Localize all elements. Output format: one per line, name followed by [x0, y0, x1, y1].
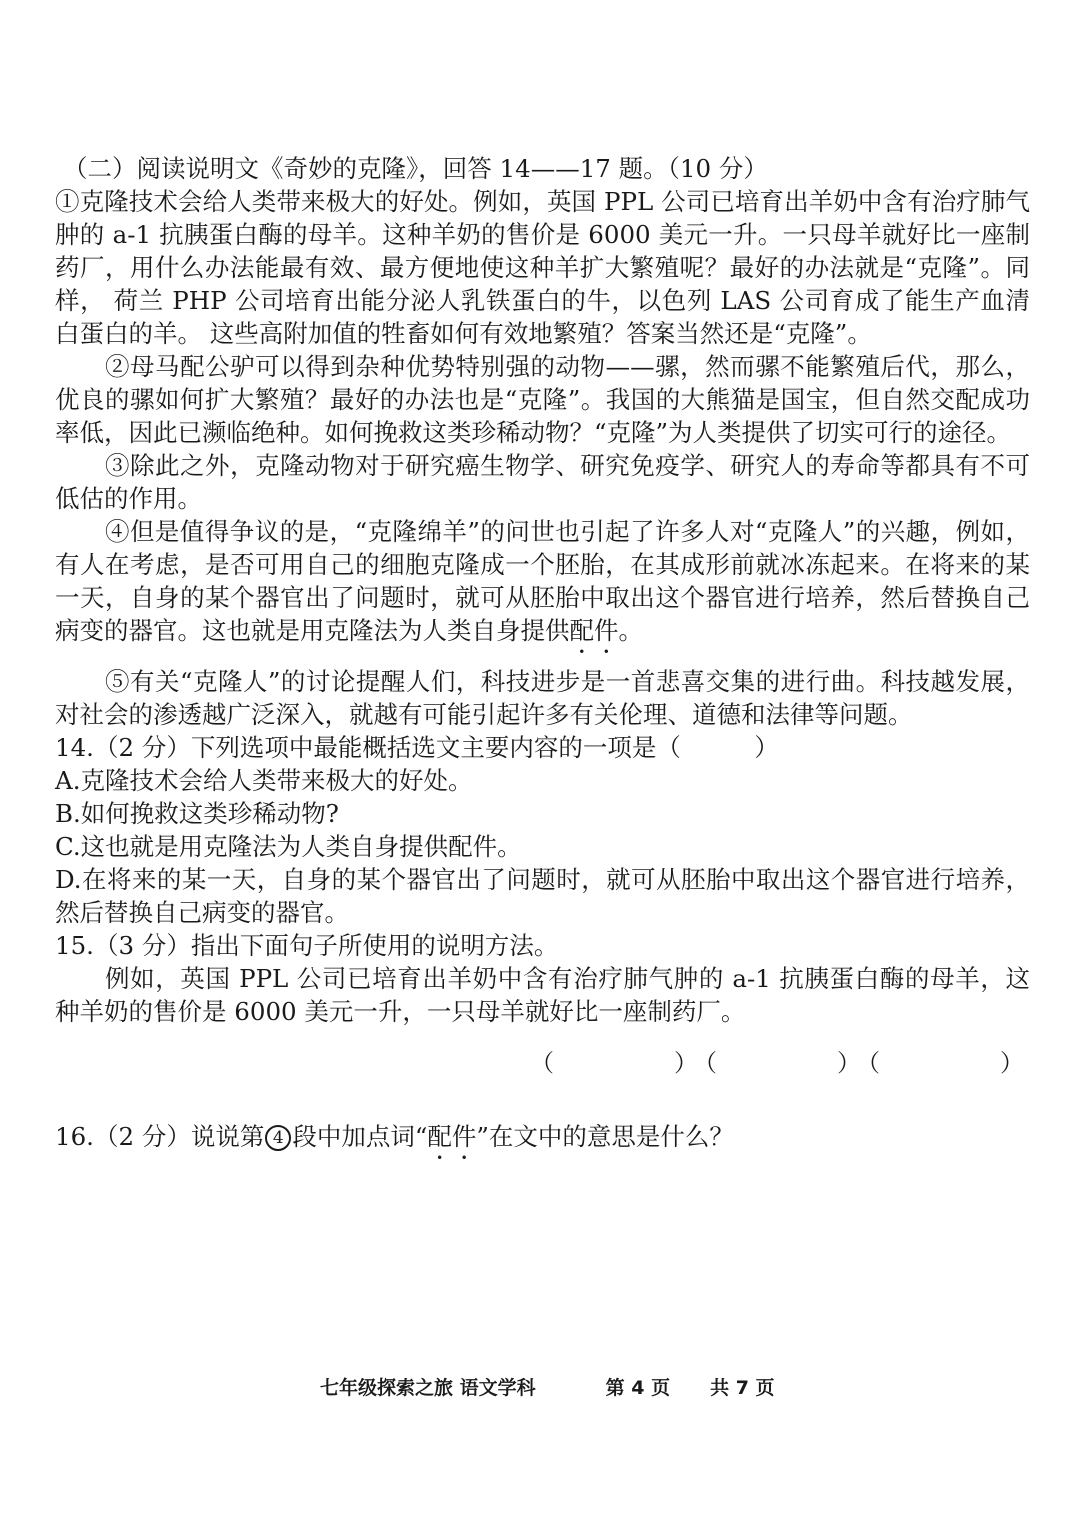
question-15-stem: 15.（3 分）指出下面句子所使用的说明方法。 — [55, 931, 559, 960]
paragraph-4-text: ④但是值得争议的是，“克隆绵羊”的问世也引起了许多人对“克隆人”的兴趣，例如，有人在考虑，是否可用自己的细胞克隆成一个胚胎，在其成形前就冰冻起来。在将来的某一天，自身的某个器官出了问题时，就可从胚胎中取出这个器官进行培养，然后替换自己病变的器官。这也就是用克隆法为人类自身提供 — [55, 517, 1030, 645]
question-14-option-d: D.在将来的某一天，自身的某个器官出了问题时，就可从胚胎中取出这个器官进行培养，然后替换自己病变的器官。 — [55, 865, 1030, 927]
paragraph-2: ②母马配公驴可以得到杂种优势特别强的动物——骡，然而骡不能繁殖后代，那么，优良的骡如何扩大繁殖？最好的办法也是“克隆”。我国的大熊猫是国宝，但自然交配成功率低，因此已濒临绝种。如何挽救这类珍稀动物？“克隆”为人类提供了切实可行的途径。 — [55, 352, 1030, 447]
emphasized-word: 配件 — [569, 616, 619, 645]
paragraph-4 — [55, 515, 1030, 659]
question-15-answer-blanks — [530, 1043, 1024, 1078]
circled-number: 4 — [265, 1125, 291, 1151]
question-16-suffix: ”在文中的意思是什么？ — [476, 1122, 734, 1151]
paragraph-5: ⑤有关“克隆人”的讨论提醒人们，科技进步是一首悲喜交集的进行曲。科技越发展，对社会的渗透越广泛深入，就越有可能引起许多有关伦理、道德和法律等问题。 — [55, 667, 1030, 729]
answer-blank-1[interactable]: （ ） — [530, 1049, 698, 1077]
question-16-prefix: 16.（2 分）说说第 — [55, 1122, 265, 1151]
question-15-sentence: 例如，英国 PPL 公司已培育出羊奶中含有治疗肺气肿的 a-1 抗胰蛋白酶的母羊，这种羊奶的售价是 6000 美元一升，一只母羊就好比一座制药厂。 — [55, 964, 1030, 1026]
page-footer — [320, 1373, 775, 1400]
reading-section — [55, 152, 1030, 1028]
question-14-option-b: B.如何挽救这类珍稀动物? — [55, 799, 339, 828]
footer-page-number: 第 4 页 — [605, 1377, 671, 1399]
section-title: （二）阅读说明文《奇妙的克隆》，回答 14——17 题。（10 分） — [63, 154, 768, 183]
footer-gap-2 — [670, 1373, 710, 1400]
paragraph-4-end: 。 — [618, 616, 643, 645]
paragraph-3: ③除此之外，克隆动物对于研究癌生物学、研究免疫学、研究人的寿命等都具有不可低估的作用。 — [55, 451, 1030, 513]
paragraph-1: ①克隆技术会给人类带来极大的好处。例如，英国 PPL 公司已培育出羊奶中含有治疗肺气肿的 a-1 抗胰蛋白酶的母羊。这种羊奶的售价是 6000 美元一升。一只母羊就好比一座制药厂，用什么办法能最有效、最方便地使这种羊扩大繁殖呢？最好的办法就是“克隆”。同样， 荷兰 PHP 公司培育出能分泌人乳铁蛋白的牛，以色列 LAS 公司育成了能生产血清白蛋白的羊。 这些高附加值的牲畜如何有效地繁殖？答案当然还是“克隆”。 — [55, 187, 1030, 348]
question-14-stem: 14.（2 分）下列选项中最能概括选文主要内容的一项是（ ） — [55, 733, 779, 762]
question-16-middle: 段中加点词“ — [292, 1122, 428, 1151]
question-14-option-a: A.克隆技术会给人类带来极大的好处。 — [55, 766, 473, 795]
footer-total-pages: 共 7 页 — [710, 1377, 775, 1399]
answer-blank-2[interactable]: （ ） — [693, 1049, 861, 1077]
footer-gap — [536, 1373, 606, 1400]
footer-course: 七年级探索之旅 语文学科 — [320, 1377, 536, 1399]
question-14-option-c: C.这也就是用克隆法为人类自身提供配件。 — [55, 832, 522, 861]
answer-blank-3[interactable]: （ ） — [856, 1049, 1024, 1077]
question-16 — [55, 1120, 1030, 1165]
question-16-emphasized-word: 配件 — [427, 1122, 477, 1151]
